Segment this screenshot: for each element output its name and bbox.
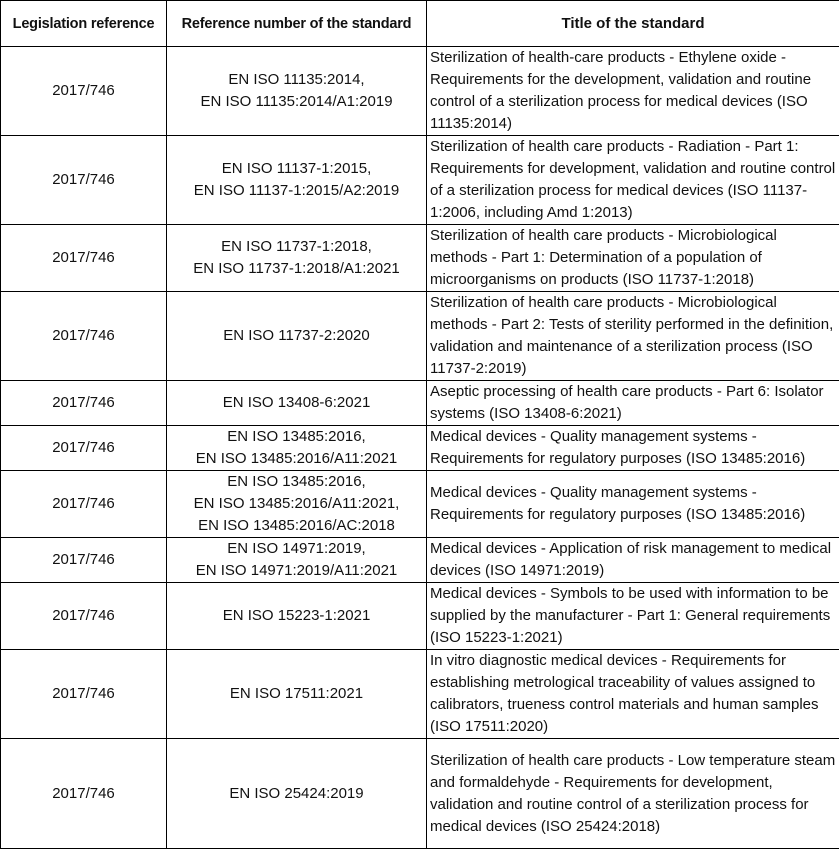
header-reference-number: Reference number of the standard: [167, 1, 427, 47]
header-title: Title of the standard: [427, 1, 839, 47]
title-cell: Sterilization of health care products - Low temperature steam and formaldehyde - Requirements for development, validation and routine control of a sterilization process for medical devices (ISO 25424:2018): [427, 739, 839, 849]
table-row: [1, 650, 839, 739]
table-row: [1, 426, 839, 471]
reference-cell: EN ISO 14971:2019, EN ISO 14971:2019/A11:2021: [167, 538, 427, 583]
table-row: [1, 225, 839, 292]
title-cell: Sterilization of health-care products - Ethylene oxide - Requirements for the development, validation and routine control of a sterilization process for medical devices (ISO 11135:2014): [427, 47, 839, 136]
reference-cell: EN ISO 17511:2021: [167, 650, 427, 739]
table-row: [1, 538, 839, 583]
table-row: [1, 136, 839, 225]
legislation-cell: 2017/746: [1, 583, 167, 650]
title-cell: In vitro diagnostic medical devices - Requirements for establishing metrological traceability of values assigned to calibrators, trueness control materials and human samples (ISO 17511:2020): [427, 650, 839, 739]
legislation-cell: 2017/746: [1, 538, 167, 583]
table-row: [1, 381, 839, 426]
header-legislation-reference: Legislation reference: [1, 1, 167, 47]
legislation-cell: 2017/746: [1, 136, 167, 225]
title-cell: Medical devices - Symbols to be used with information to be supplied by the manufacturer - Part 1: General requirements (ISO 15223-1:2021): [427, 583, 839, 650]
reference-cell: EN ISO 13408-6:2021: [167, 381, 427, 426]
legislation-cell: 2017/746: [1, 292, 167, 381]
title-cell: Medical devices - Quality management systems - Requirements for regulatory purposes (ISO 13485:2016): [427, 426, 839, 471]
title-cell: Aseptic processing of health care products - Part 6: Isolator systems (ISO 13408-6:2021): [427, 381, 839, 426]
legislation-cell: 2017/746: [1, 739, 167, 849]
reference-cell: EN ISO 13485:2016, EN ISO 13485:2016/A11:2021, EN ISO 13485:2016/AC:2018: [167, 471, 427, 538]
table-row: [1, 739, 839, 849]
table-row: [1, 583, 839, 650]
reference-cell: EN ISO 25424:2019: [167, 739, 427, 849]
title-cell: Medical devices - Application of risk management to medical devices (ISO 14971:2019): [427, 538, 839, 583]
legislation-cell: 2017/746: [1, 471, 167, 538]
reference-cell: EN ISO 15223-1:2021: [167, 583, 427, 650]
legislation-cell: 2017/746: [1, 426, 167, 471]
title-cell: Sterilization of health care products - Microbiological methods - Part 1: Determination of a population of microorganisms on products (ISO 11737-1:2018): [427, 225, 839, 292]
table-row: [1, 471, 839, 538]
legislation-cell: 2017/746: [1, 225, 167, 292]
title-cell: Medical devices - Quality management systems - Requirements for regulatory purposes (ISO 13485:2016): [427, 471, 839, 538]
reference-cell: EN ISO 11737-2:2020: [167, 292, 427, 381]
legislation-cell: 2017/746: [1, 47, 167, 136]
reference-cell: EN ISO 11137-1:2015, EN ISO 11137-1:2015/A2:2019: [167, 136, 427, 225]
legislation-cell: 2017/746: [1, 650, 167, 739]
title-cell: Sterilization of health care products - Radiation - Part 1: Requirements for development, validation and routine control of a sterilization process for medical devices (ISO 11137-1:2006, including Amd 1:2013): [427, 136, 839, 225]
reference-cell: EN ISO 13485:2016, EN ISO 13485:2016/A11:2021: [167, 426, 427, 471]
reference-cell: EN ISO 11135:2014, EN ISO 11135:2014/A1:2019: [167, 47, 427, 136]
table-row: [1, 47, 839, 136]
table-row: [1, 292, 839, 381]
reference-cell: EN ISO 11737-1:2018, EN ISO 11737-1:2018/A1:2021: [167, 225, 427, 292]
title-cell: Sterilization of health care products - Microbiological methods - Part 2: Tests of sterility performed in the definition, validation and maintenance of a sterilization process (ISO 11737-2:2019): [427, 292, 839, 381]
legislation-cell: 2017/746: [1, 381, 167, 426]
header-row: [1, 1, 839, 47]
